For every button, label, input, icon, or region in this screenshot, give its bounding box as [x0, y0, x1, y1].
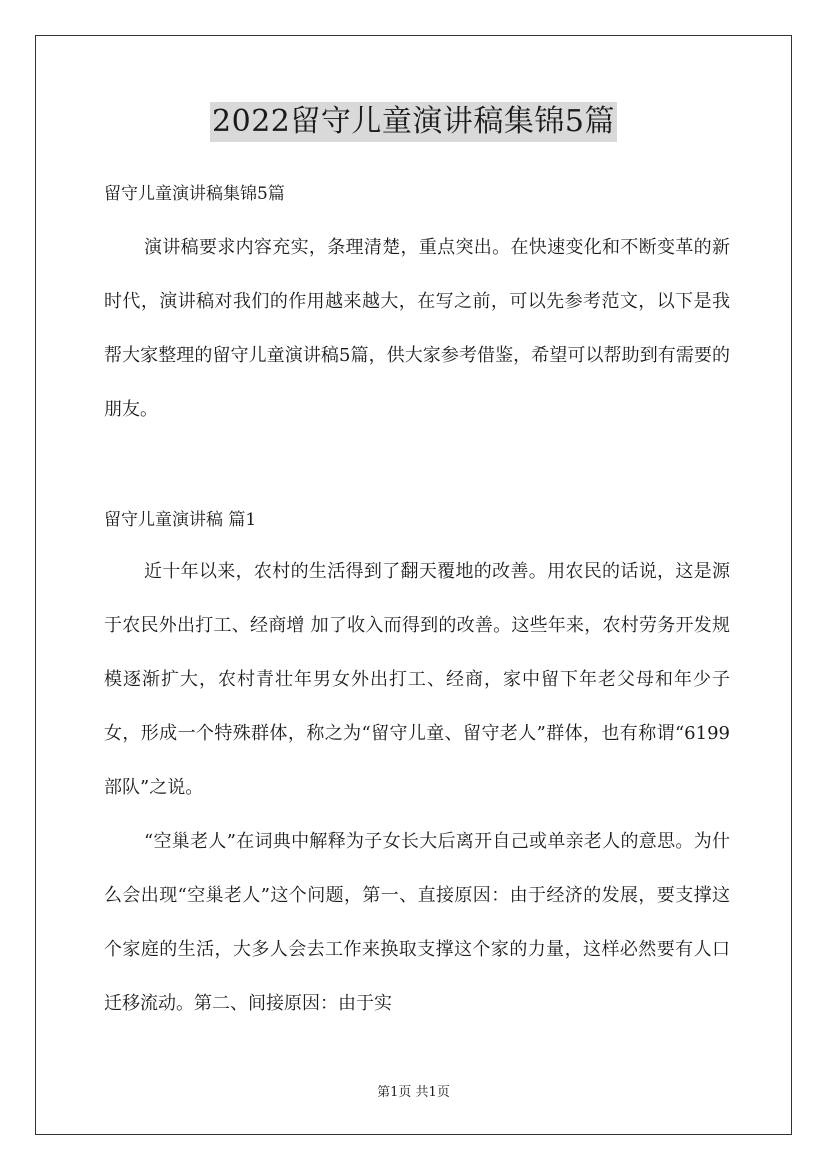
- intro-paragraph: 演讲稿要求内容充实，条理清楚，重点突出。在快速变化和不断变革的新时代，演讲稿对我们的作用越来越大，在写之前，可以先参考范文，以下是我帮大家整理的留守儿童演讲稿5篇，供大家参考借鉴，希望可以帮助到有需要的朋友。: [104, 237, 730, 420]
- page-footer: 第1页 共1页: [377, 1085, 450, 1100]
- section-heading: 留守儿童演讲稿 篇1: [104, 510, 257, 530]
- document-title: 2022留守儿童演讲稿集锦5篇: [210, 102, 617, 142]
- title-container: [0, 102, 827, 142]
- body-paragraph-1: 近十年以来，农村的生活得到了翻天覆地的改善。用农民的话说，这是源于农民外出打工、经商增 加了收入而得到的改善。这些年来，农村劳务开发规模逐渐扩大，农村青壮年男女外出打工、经商，家中留下年老父母和年少子女，形成一个特殊群体，称之为“留守儿童、留守老人”群体，也有称谓“6199部队”之说。: [104, 561, 730, 798]
- body-paragraph-2: “空巢老人”在词典中解释为子女长大后离开自己或单亲老人的意思。为什么会出现“空巢老人”这个问题，第一、直接原因：由于经济的发展，要支撑这个家庭的生活，大多人会去工作来换取支撑这个家的力量，这样必然要有人口迁移流动。第二、间接原因：由于实: [104, 831, 730, 1014]
- document-subtitle: 留守儿童演讲稿集锦5篇: [104, 184, 285, 204]
